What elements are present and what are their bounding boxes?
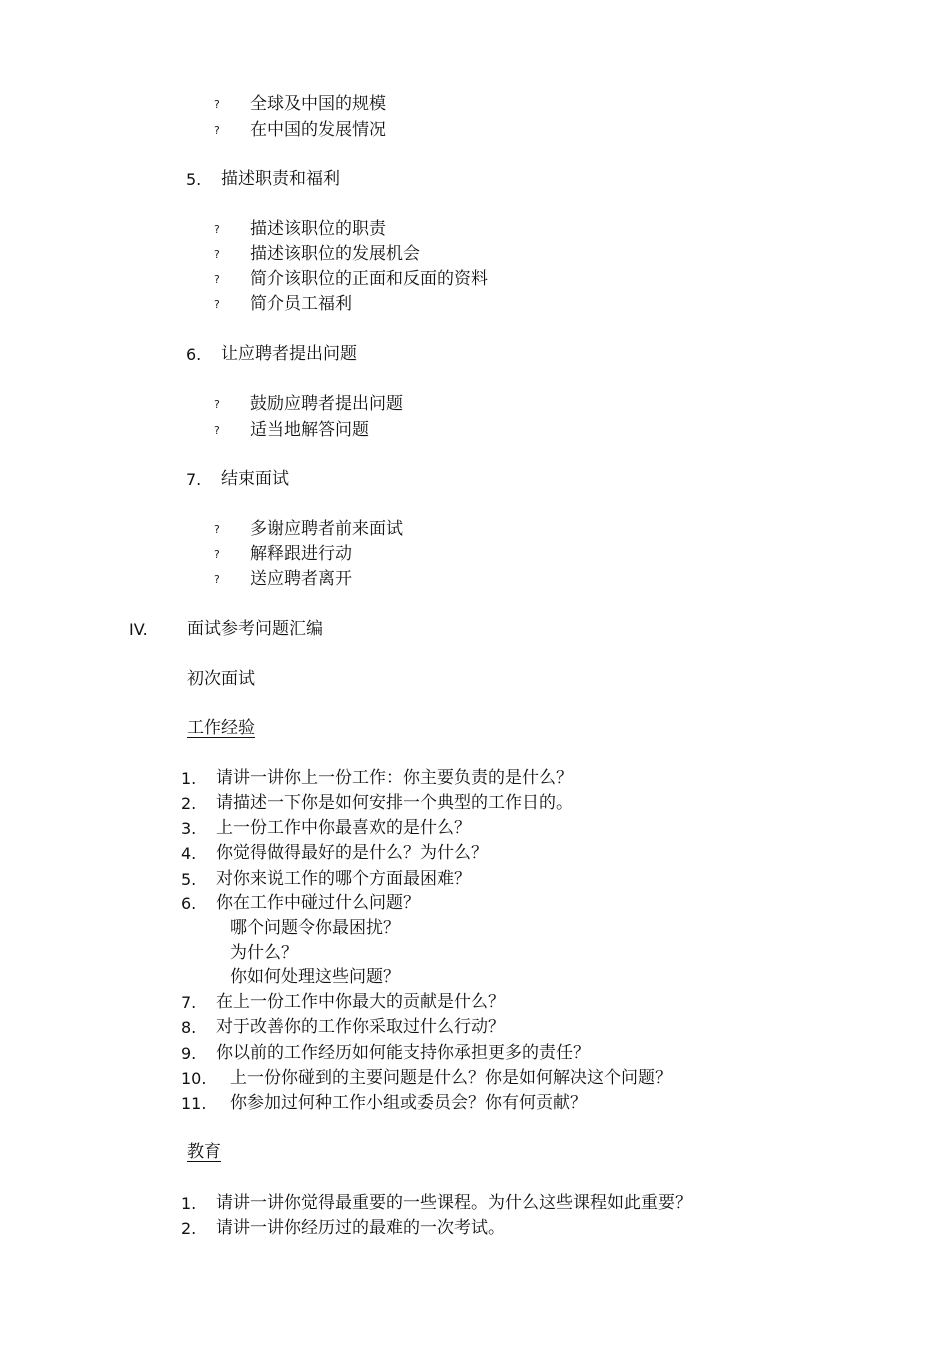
question-number: 11. — [181, 1094, 207, 1113]
work-experience-heading: 工作经验 — [187, 718, 255, 738]
question-number: 1. — [181, 769, 197, 788]
question-text: 请讲一讲你经历过的最难的一次考试。 — [216, 1218, 505, 1238]
bullet-marker: ? — [214, 298, 220, 311]
question-text: 请讲一讲你觉得最重要的一些课程。为什么这些课程如此重要？ — [216, 1193, 692, 1213]
bullet-marker: ? — [214, 98, 220, 111]
question-number: 5. — [181, 870, 197, 889]
question-text: 你觉得做得最好的是什么？为什么？ — [216, 843, 488, 863]
question-number: 2. — [181, 794, 197, 813]
bullet-marker: ? — [214, 248, 220, 261]
question-text: 在上一份工作中你最大的贡献是什么？ — [216, 992, 505, 1012]
bullet-marker: ? — [214, 124, 220, 137]
question-text: 上一份你碰到的主要问题是什么？你是如何解决这个问题？ — [230, 1068, 672, 1088]
question-text: 你在工作中碰过什么问题？ — [216, 893, 420, 913]
bullet-text: 描述该职位的发展机会 — [250, 244, 420, 264]
bullet-marker: ? — [214, 223, 220, 236]
bullet-text: 简介该职位的正面和反面的资料 — [250, 269, 488, 289]
bullet-marker: ? — [214, 548, 220, 561]
bullet-marker: ? — [214, 398, 220, 411]
question-text: 对你来说工作的哪个方面最困难？ — [216, 869, 471, 889]
bullet-marker: ? — [214, 573, 220, 586]
bullet-text: 送应聘者离开 — [250, 569, 352, 589]
bullet-text: 鼓励应聘者提出问题 — [250, 394, 403, 414]
bullet-text: 简介员工福利 — [250, 294, 352, 314]
question-number: 8. — [181, 1018, 197, 1037]
question-number: 7. — [181, 993, 197, 1012]
bullet-text: 全球及中国的规模 — [250, 94, 386, 114]
question-number: 2. — [181, 1219, 197, 1238]
bullet-marker: ? — [214, 424, 220, 437]
step-title: 让应聘者提出问题 — [221, 344, 357, 364]
section-numeral: IV. — [129, 620, 148, 639]
section-title: 面试参考问题汇编 — [187, 619, 323, 639]
question-number: 1. — [181, 1194, 197, 1213]
bullet-text: 解释跟进行动 — [250, 544, 352, 564]
bullet-text: 在中国的发展情况 — [250, 120, 386, 140]
step-number: 6. — [186, 345, 202, 364]
question-text: 请描述一下你是如何安排一个典型的工作日的。 — [216, 793, 573, 813]
question-text: 你以前的工作经历如何能支持你承担更多的责任？ — [216, 1043, 590, 1063]
bullet-marker: ? — [214, 273, 220, 286]
step-title: 描述职责和福利 — [221, 169, 340, 189]
question-text: 你参加过何种工作小组或委员会？你有何贡献？ — [230, 1093, 587, 1113]
question-number: 6. — [181, 894, 197, 913]
question-text: 上一份工作中你最喜欢的是什么？ — [216, 818, 471, 838]
education-heading: 教育 — [187, 1142, 221, 1162]
bullet-marker: ? — [214, 523, 220, 536]
question-text: 对于改善你的工作你采取过什么行动？ — [216, 1017, 505, 1037]
bullet-text: 适当地解答问题 — [250, 420, 369, 440]
step-number: 7. — [186, 470, 202, 489]
question-number: 10. — [181, 1069, 207, 1088]
question-text: 请讲一讲你上一份工作：你主要负责的是什么？ — [216, 768, 573, 788]
step-title: 结束面试 — [221, 469, 289, 489]
bullet-text: 多谢应聘者前来面试 — [250, 519, 403, 539]
section-subtitle: 初次面试 — [187, 669, 255, 689]
sub-question-text: 你如何处理这些问题？ — [230, 967, 400, 987]
bullet-text: 描述该职位的职责 — [250, 219, 386, 239]
question-number: 4. — [181, 844, 197, 863]
sub-question-text: 为什么？ — [230, 943, 298, 963]
question-number: 9. — [181, 1044, 197, 1063]
question-number: 3. — [181, 819, 197, 838]
step-number: 5. — [186, 170, 202, 189]
sub-question-text: 哪个问题令你最困扰？ — [230, 918, 400, 938]
